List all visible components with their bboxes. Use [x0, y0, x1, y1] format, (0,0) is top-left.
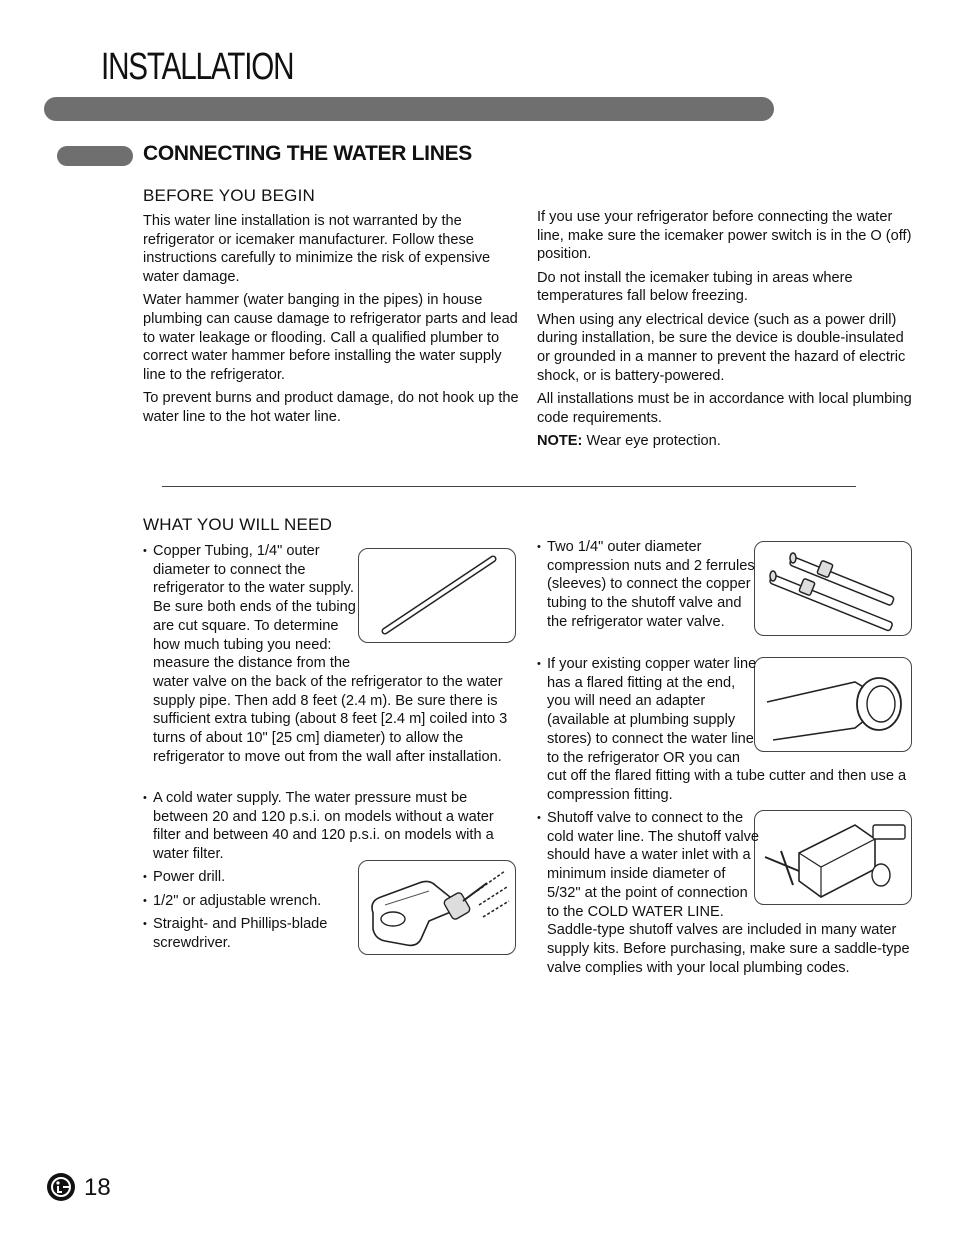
list-item [143, 789, 525, 864]
list-item-text: Straight- and Phillips-blade screwdriver. [153, 916, 328, 951]
title-bar [44, 97, 774, 121]
paragraph: All installations must be in accordance with local plumbing code requirements. [537, 390, 912, 426]
list-item [143, 868, 363, 887]
list-item-text: Copper Tubing, 1/4" outer diameter to connect the refrigerator to the water supply. Be sure both ends of the tubing are cut square. To determine how much tubing you need: measure the distance from the water valve on the back of the refrigerator to the water supply pipe. Then add 8 feet (2.4 m). Be sure there is sufficient extra tubing (about 8 feet [2.4 m] coiled into 3 turns of about 10" [25 cm] diameter) to allow the refrigerator to move out from the wall after installation. [153, 543, 508, 765]
note-text: Wear eye protection. [582, 432, 721, 449]
page-title: INSTALLATION [101, 46, 294, 88]
compression-nuts-illustration [754, 541, 912, 636]
list-item-text: 1/2" or adjustable wrench. [153, 893, 322, 909]
before-right-column [537, 208, 917, 455]
list-item-text: Two 1/4" outer diameter compression nuts and 2 ferrules (sleeves) to connect the copper tubing to the shutoff valve and the refrigerator water valve. [547, 539, 755, 630]
before-you-begin-heading: BEFORE YOU BEGIN [143, 186, 315, 205]
paragraph: This water line installation is not warranted by the refrigerator or icemaker manufacturer. Follow these instructions carefully to minimize the risk of expensive water damage. [143, 213, 491, 286]
list-item-text: A cold water supply. The water pressure must be between 20 and 120 p.s.i. on models without a water filter and between 40 and 120 p.s.i. on models with a water filter. [153, 790, 494, 863]
list-item [143, 915, 358, 952]
list-item [143, 892, 363, 911]
before-left-column [143, 212, 523, 431]
paragraph: Do not install the icemaker tubing in areas where temperatures fall below freezing. [537, 269, 853, 305]
list-item-text: Shutoff valve to connect to the cold water line. The shutoff valve should have a water inlet with a minimum inside diameter of 5/32" at the point of connection to the COLD WATER LINE. Saddle-type shutoff valves are included in many water supply kits. Before purchasing, make sure a saddle-type valve complies with your local plumbing codes. [547, 810, 910, 976]
list-item [537, 809, 921, 977]
list-item-text: If your existing copper water line has a flared fitting at the end, you will need an adapter (available at plumbing supply stores) to connect the water line to the refrigerator OR you can cut off the flared fitting with a tube cutter and then use a compression fitting. [547, 656, 907, 803]
list-item-text: Power drill. [153, 869, 226, 885]
section-divider [162, 486, 856, 487]
note-label: NOTE: [537, 432, 583, 449]
note [537, 432, 917, 451]
list-item [143, 542, 525, 766]
page-number: 18 [84, 1174, 111, 1201]
paragraph: If you use your refrigerator before connecting the water line, make sure the icemaker power switch is in the O (off) position. [537, 209, 912, 263]
what-you-will-need-heading: WHAT YOU WILL NEED [143, 515, 333, 534]
power-drill-illustration [358, 860, 516, 955]
section-heading: CONNECTING THE WATER LINES [143, 142, 472, 165]
list-item [537, 655, 921, 805]
section-marker [57, 146, 133, 166]
paragraph: To prevent burns and product damage, do not hook up the water line to the hot water line. [143, 390, 519, 426]
list-item [537, 538, 761, 632]
lg-logo-icon [46, 1172, 76, 1202]
paragraph: Water hammer (water banging in the pipes) in house plumbing can cause damage to refrigerator parts and lead to water leakage or flooding. Call a qualified plumber to correct water hammer before installing the water supply line to the refrigerator. [143, 292, 518, 384]
paragraph: When using any electrical device (such as a power drill) during installation, be sure the device is double-insulated or grounded in a manner to prevent the hazard of electric shock, or is battery-powered. [537, 311, 906, 384]
